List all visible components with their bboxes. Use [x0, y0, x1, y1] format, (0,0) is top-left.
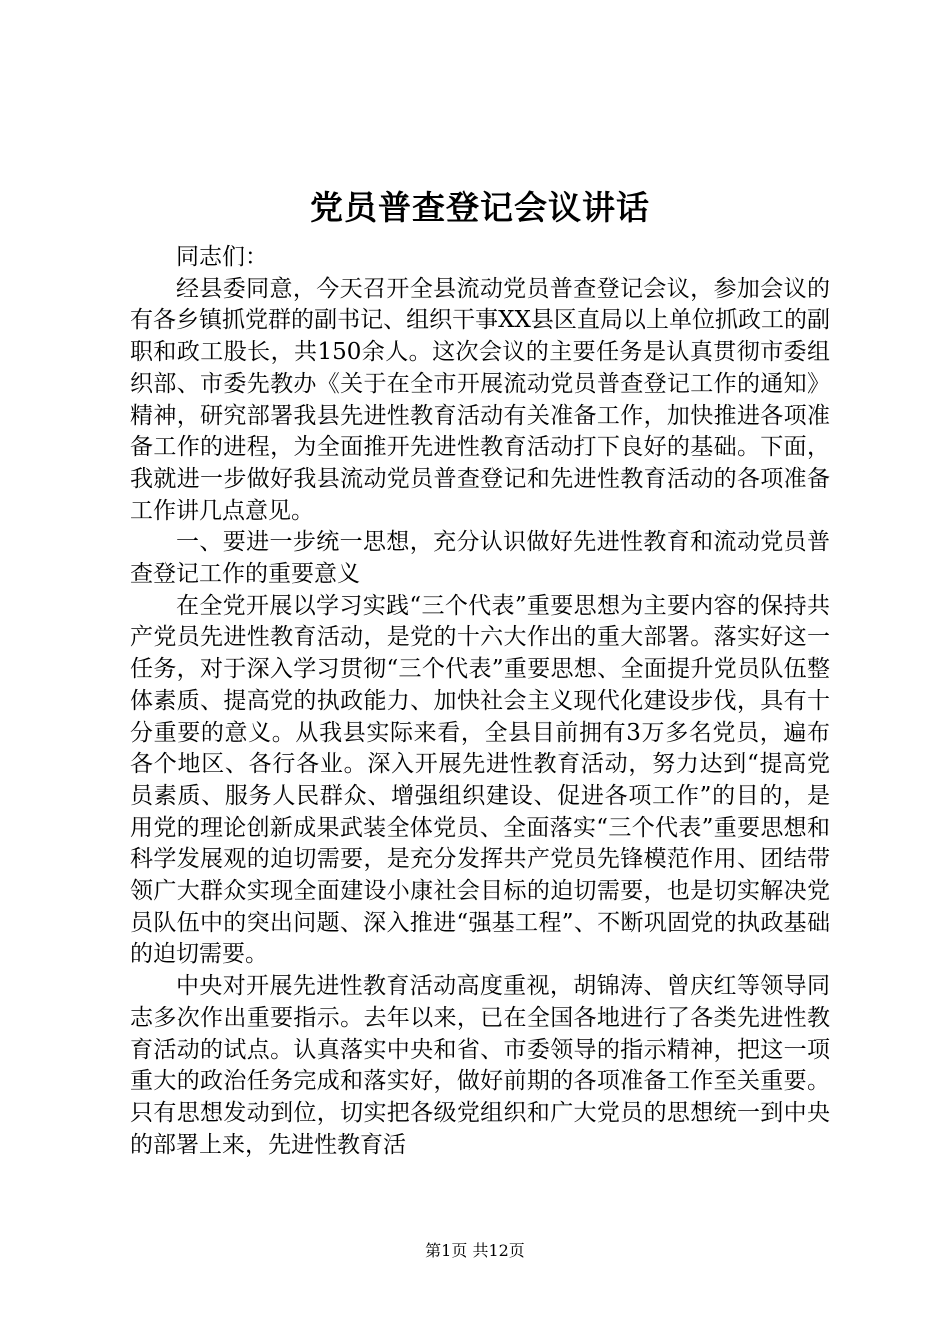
page-footer: 第1页 共12页 [425, 1241, 525, 1260]
paragraph-intro: 经县委同意，今天召开全县流动党员普查登记会议，参加会议的有各乡镇抓党群的副书记、组织干事XX县区直局以上单位抓政工的副职和政工股长，共150余人。这次会议的主要任务是认真贯彻市委组织部、市委先教办《关于在全市开展流动党员普查登记工作的通知》精神，研究部署我县先进性教育活动有关准备工作，加快推进各项准备工作的进程，为全面推开先进性教育活动打下良好的基础。下面，我就进一步做好我县流动党员普查登记和先进性教育活动的各项准备工作讲几点意见。 [130, 275, 830, 524]
paragraph-significance: 在全党开展以学习实践“三个代表”重要思想为主要内容的保持共产党员先进性教育活动，是党的十六大作出的重大部署。落实好这一任务，对于深入学习贯彻“三个代表”重要思想、全面提升党员队伍整体素质、提高党的执政能力、加快社会主义现代化建设步伐，具有十分重要的意义。从我县实际来看，全县目前拥有3万多名党员，遍布各个地区、各行各业。深入开展先进性教育活动，努力达到“提高党员素质、服务人民群众、增强组织建设、促进各项工作”的目的，是用党的理论创新成果武装全体党员、全面落实“三个代表”重要思想和科学发展观的迫切需要，是充分发挥共产党员先锋模范作用、团结带领广大群众实现全面建设小康社会目标的迫切需要，也是切实解决党员队伍中的突出问题、深入推进“强基工程”、不断巩固党的执政基础的迫切需要。 [130, 592, 830, 968]
paragraph-salutation: 同志们： [176, 244, 268, 270]
document-page [130, 180, 830, 1161]
document-title: 党员普查登记会议讲话 [310, 188, 650, 227]
section-heading-1: 一、要进一步统一思想，充分认识做好先进性教育和流动党员普查登记工作的重要意义 [130, 529, 830, 588]
paragraph-central-attention: 中央对开展先进性教育活动高度重视，胡锦涛、曾庆红等领导同志多次作出重要指示。去年以来，已在全国各地进行了各类先进性教育活动的试点。认真落实中央和省、市委领导的指示精神，把这一项重大的政治任务完成和落实好，做好前期的各项准备工作至关重要。只有思想发动到位，切实把各级党组织和广大党员的思想统一到中央的部署上来，先进性教育活 [130, 973, 830, 1158]
